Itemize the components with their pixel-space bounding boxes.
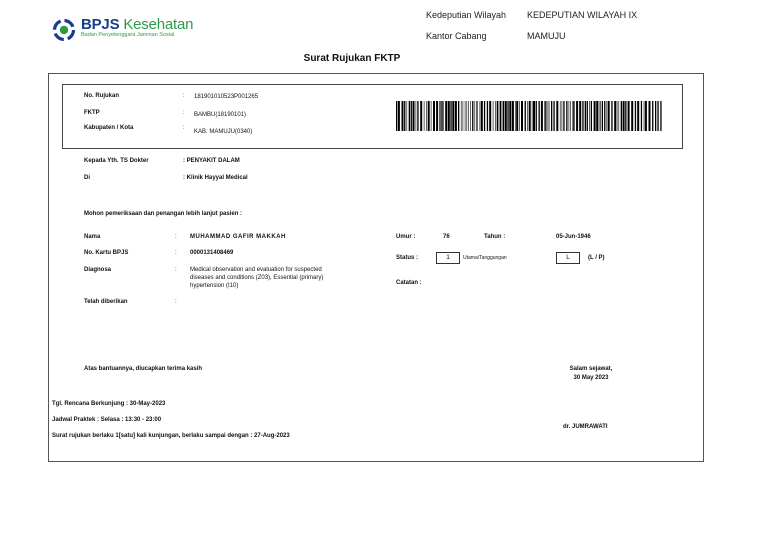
kepada-label: Kepada Yth. TS Dokter (84, 158, 149, 164)
di-label: Di (84, 175, 90, 181)
greeting-text: Salam sejawat, (569, 366, 613, 372)
colon: : (175, 267, 177, 273)
sex-value: L (566, 254, 570, 261)
colon: : (175, 234, 177, 240)
kartu-label: No. Kartu BPJS (84, 250, 129, 256)
deputi-label: Kedeputian Wilayah (426, 10, 507, 20)
brand-name: BPJS Kesehatan (81, 16, 194, 33)
fktp-value: BAMBU(18190101) (194, 112, 247, 118)
colon: : (175, 250, 177, 256)
kepada-value: : PENYAKIT DALAM (183, 158, 240, 164)
brand-subtitle: Badan Penyelenggara Jaminan Sosial (81, 32, 175, 38)
umur-value: 76 (443, 234, 450, 240)
diagnosa-line-3: hypertension (I10) (190, 283, 239, 289)
sex-note: (L / P) (588, 255, 605, 261)
signature-date: 30 May 2023 (573, 375, 609, 381)
kantor-label: Kantor Cabang (426, 31, 487, 41)
status-box (436, 252, 460, 264)
status-note: Utama/Tanggungan (463, 255, 507, 261)
validity-note: Surat rujukan berlaku 1[satu] kali kunjungan, berlaku sampai dengan : 27-Aug-2023 (52, 433, 290, 439)
page-title: Surat Rujukan FKTP (303, 53, 401, 64)
tgl-rencana: Tgl. Rencana Berkunjung : 30-May-2023 (52, 401, 166, 407)
no-rujukan-value: 181901010523P001265 (194, 94, 259, 100)
thanks-text: Atas bantuannya, diucapkan terima kasih (84, 366, 203, 372)
kartu-value: 0000131408469 (190, 250, 234, 256)
tahun-label: Tahun : (484, 234, 506, 240)
nama-label: Nama (84, 234, 101, 240)
sex-box (556, 252, 580, 264)
colon: : (183, 110, 185, 116)
umur-label: Umur : (396, 234, 416, 240)
deputi-value: KEDEPUTIAN WILAYAH IX (527, 10, 638, 20)
bpjs-logo-icon (51, 17, 77, 43)
diagnosa-label: Diagnosa (84, 267, 112, 273)
diagnosa-line-2: diseases and conditions (Z03), Essential (primary) (190, 275, 324, 281)
status-value: 1 (446, 254, 450, 261)
kantor-value: MAMUJU (527, 31, 566, 41)
dob-value: 05-Jun-1946 (556, 234, 591, 240)
request-text: Mohon pemeriksaan dan penangan lebih lanjut pasien : (84, 211, 243, 217)
kabupaten-value: KAB. MAMUJU(0340) (194, 129, 253, 135)
jadwal-praktek: Jadwal Praktek : Selasa : 13:30 - 23:00 (52, 417, 162, 423)
kabupaten-label: Kabupaten / Kota (84, 125, 134, 131)
fktp-label: FKTP (84, 110, 100, 116)
nama-value: MUHAMMAD GAFIR MAKKAH (190, 234, 286, 240)
status-label: Status : (396, 255, 419, 261)
diberikan-label: Telah diberikan (84, 299, 128, 305)
catatan-label: Catatan : (396, 280, 422, 286)
colon: : (175, 299, 177, 305)
colon: : (183, 93, 185, 99)
barcode (396, 101, 662, 131)
di-value: : Klinik Hayyal Medical (183, 175, 248, 181)
colon: : (183, 125, 185, 131)
doctor-name: dr. JUMRAWATI (563, 424, 608, 430)
no-rujukan-label: No. Rujukan (84, 93, 120, 99)
diagnosa-line-1: Medical observation and evaluation for suspected (190, 267, 322, 273)
